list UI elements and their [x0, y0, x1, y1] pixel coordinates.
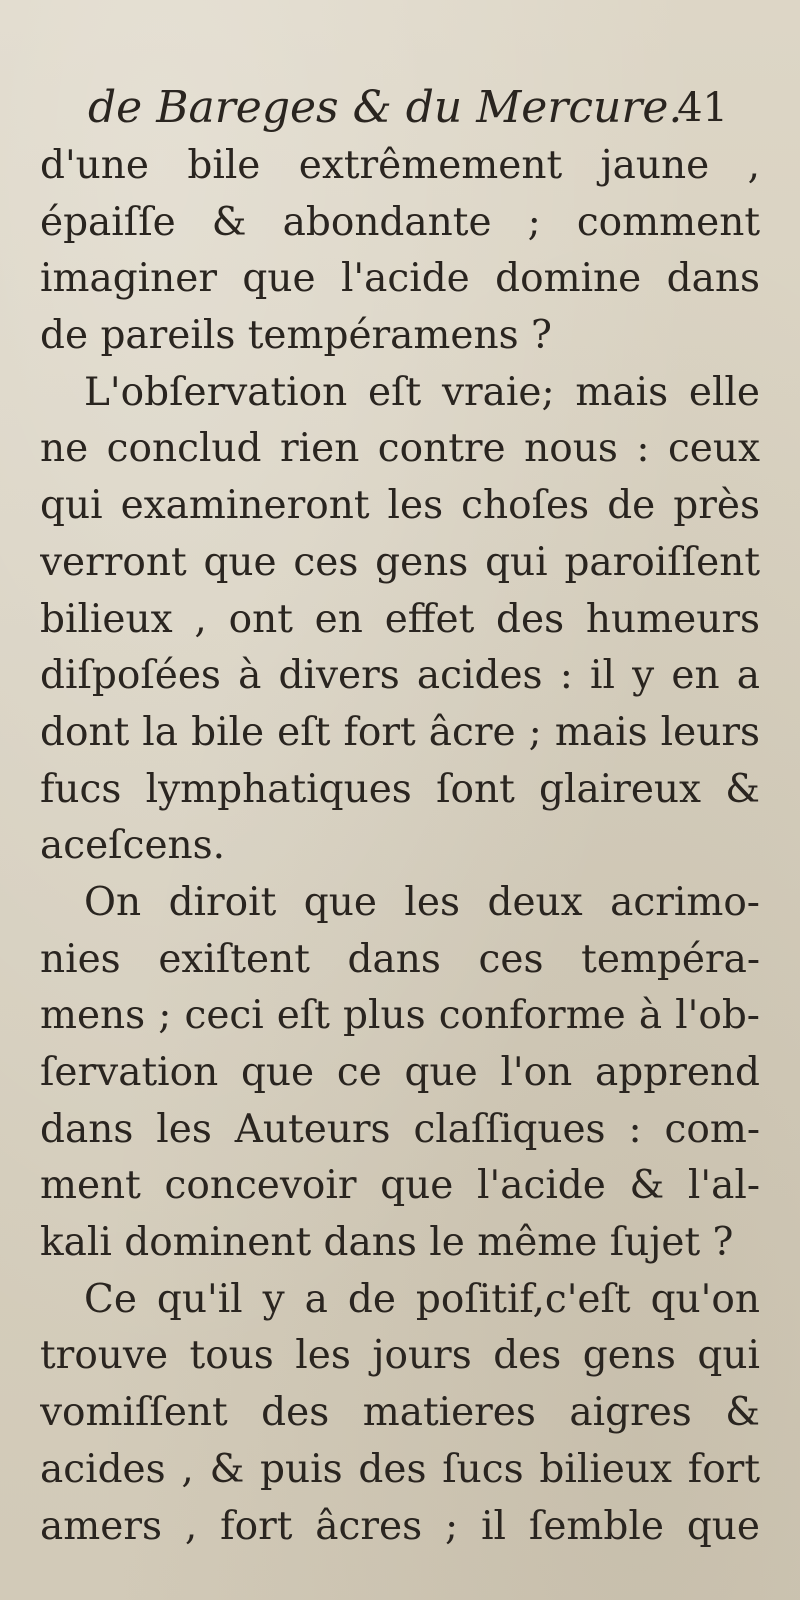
text-line: dont la bile eſt fort âcre ; mais leurs	[40, 709, 760, 755]
text-line: aceſcens.	[40, 823, 226, 869]
text-line: acides , & puis des ſucs bilieux fort	[40, 1446, 760, 1492]
text-line: vomiſſent des matieres aigres &	[40, 1390, 760, 1436]
text-line: On diroit que les deux acrimo-	[84, 879, 760, 925]
text-line: nies exiſtent dans ces tempéra-	[40, 936, 760, 982]
text-line: dans les Auteurs claſſiques : com-	[40, 1106, 760, 1152]
text-line: ſervation que ce que l'on apprend	[40, 1050, 760, 1095]
text-line: kali dominent dans le même ſujet ?	[40, 1220, 734, 1266]
page-number: 41	[677, 85, 728, 131]
text-line: imaginer que l'acide domine dans	[40, 256, 760, 302]
text-line: Ce qu'il y a de poſitif,c'eſt qu'on	[84, 1276, 760, 1322]
text-line: mens ; ceci eſt plus conforme à l'ob-	[40, 993, 760, 1039]
text-line: amers , fort âcres ; il ſemble que	[40, 1503, 760, 1549]
running-head	[88, 78, 728, 138]
text-line: de pareils tempéramens ?	[40, 313, 552, 359]
text-line: L'obſervation eſt vraie; mais elle	[84, 369, 760, 415]
text-line: ne conclud rien contre nous : ceux	[40, 426, 760, 472]
text-line: verront que ces gens qui paroiſſent	[40, 539, 760, 585]
text-line: d'une bile extrêmement jaune ,	[40, 143, 760, 188]
running-title: de Bareges & du Mercure.	[88, 82, 683, 133]
text-line: fucs lymphatiques ſont glaireux &	[40, 766, 760, 812]
text-line: épaiſſe & abondante ; comment	[40, 199, 760, 245]
text-line: diſpoſées à divers acides : il y en a	[40, 653, 760, 699]
text-line: ment concevoir que l'acide & l'al-	[40, 1163, 760, 1209]
body-text	[40, 138, 760, 1555]
text-line: trouve tous les jours des gens qui	[40, 1333, 760, 1379]
text-line: bilieux , ont en effet des humeurs	[40, 596, 760, 642]
text-line: qui examineront les choſes de près	[40, 483, 760, 529]
